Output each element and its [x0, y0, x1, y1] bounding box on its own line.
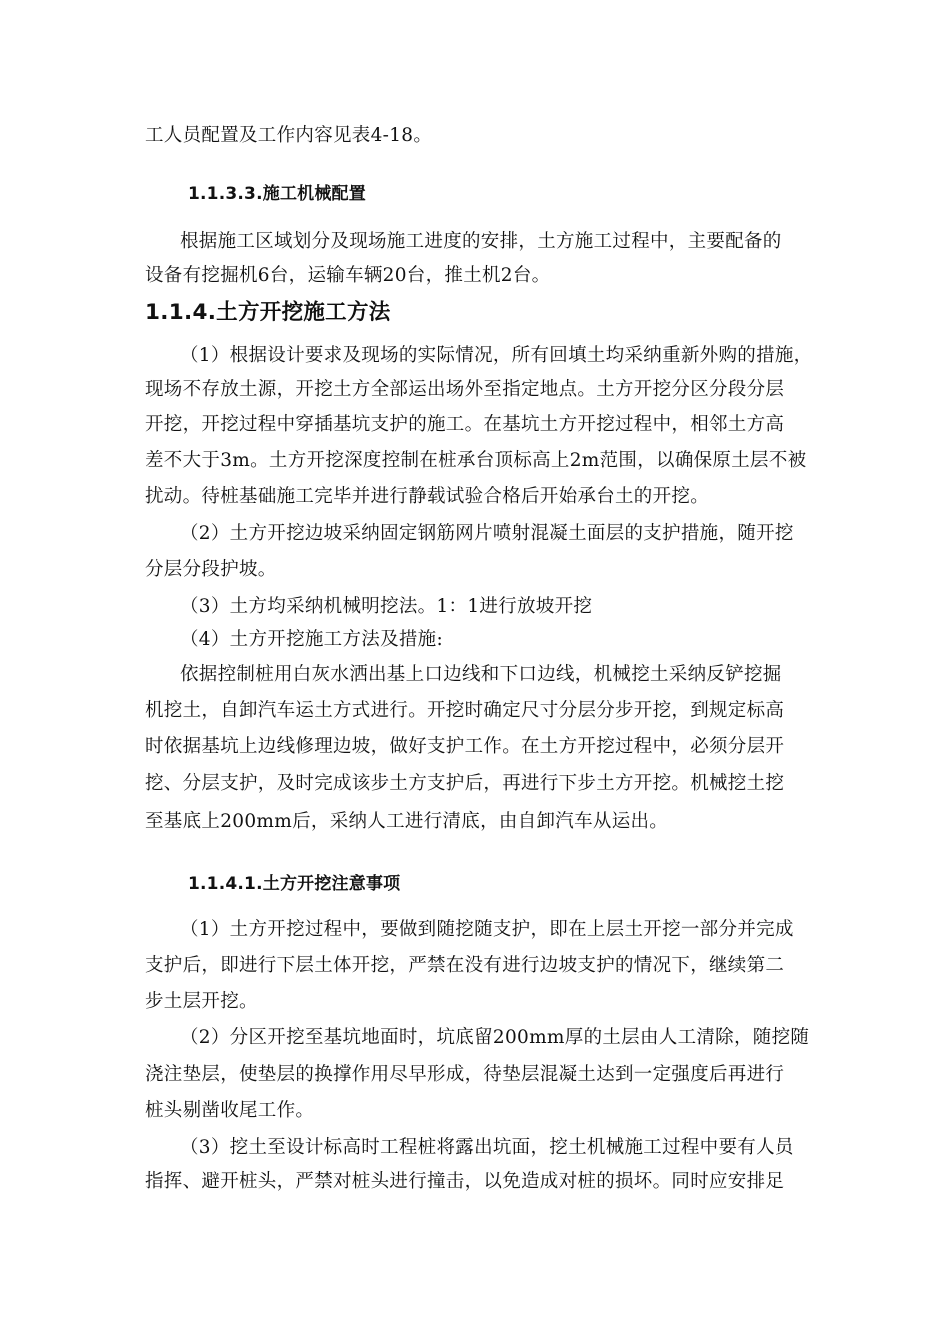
paragraph-line: 时依据基坑上边线修理边坡，做好支护工作。在土方开挖过程中，必须分层开	[145, 736, 785, 757]
paragraph-line: （2）土方开挖边坡采纳固定钢筋网片喷射混凝土面层的支护措施，随开挖	[180, 523, 794, 544]
intro-line: 工人员配置及工作内容见表4-18。	[145, 125, 433, 146]
paragraph-line: 步土层开挖。	[145, 991, 258, 1012]
paragraph-line: 挖、分层支护，及时完成该步土方支护后，再进行下步土方开挖。机械挖土挖	[145, 773, 785, 794]
paragraph-line: （1）根据设计要求及现场的实际情况，所有回填土均采纳重新外购的措施，	[180, 345, 813, 366]
paragraph-line: 支护后，即进行下层土体开挖，严禁在没有进行边坡支护的情况下，继续第二	[145, 955, 785, 976]
paragraph-line: （3）挖土至设计标高时工程桩将露出坑面，挖土机械施工过程中要有人员	[180, 1137, 794, 1158]
paragraph-line: 机挖土，自卸汽车运土方式进行。开挖时确定尺寸分层分步开挖，到规定标高	[145, 700, 785, 721]
paragraph-line: 差不大于3m。土方开挖深度控制在桩承台顶标高上2m范围，以确保原土层不被	[145, 450, 807, 471]
paragraph-line: 至基底上200mm后，采纳人工进行清底，由自卸汽车从运出。	[145, 811, 669, 832]
paragraph-line: 桩头剔凿收尾工作。	[145, 1100, 315, 1121]
paragraph-line: （2）分区开挖至基坑地面时，坑底留200mm厚的土层由人工清除，随挖随	[180, 1027, 810, 1048]
section-heading-114: 1.1.4.土方开挖施工方法	[145, 300, 391, 325]
paragraph-line: 分层分段护坡。	[145, 559, 277, 580]
paragraph-line: 扰动。待桩基础施工完毕并进行静载试验合格后开始承台土的开挖。	[145, 486, 710, 507]
paragraph-line: 根据施工区域划分及现场施工进度的安排，土方施工过程中，主要配备的	[180, 231, 782, 252]
paragraph-line: 现场不存放土源，开挖土方全部运出场外至指定地点。土方开挖分区分段分层	[145, 379, 785, 400]
paragraph-line: 指挥、避开桩头，严禁对桩头进行撞击，以免造成对桩的损坏。同时应安排足	[145, 1171, 785, 1192]
paragraph-line: 依据控制桩用白灰水洒出基上口边线和下口边线，机械挖土采纳反铲挖掘	[180, 664, 782, 685]
section-heading-1141: 1.1.4.1.土方开挖注意事项	[188, 874, 401, 894]
paragraph-line: （3）土方均采纳机械明挖法。1：1进行放坡开挖	[180, 596, 593, 617]
paragraph-line: 浇注垫层，使垫层的换撑作用尽早形成，待垫层混凝土达到一定强度后再进行	[145, 1064, 785, 1085]
paragraph-line: （4）土方开挖施工方法及措施:	[180, 629, 444, 650]
paragraph-line: （1）土方开挖过程中，要做到随挖随支护，即在上层土开挖一部分并完成	[180, 919, 794, 940]
paragraph-line: 设备有挖掘机6台，运输车辆20台，推土机2台。	[145, 265, 551, 286]
section-heading-1133: 1.1.3.3.施工机械配置	[188, 184, 366, 204]
paragraph-line: 开挖，开挖过程中穿插基坑支护的施工。在基坑土方开挖过程中，相邻土方高	[145, 414, 785, 435]
